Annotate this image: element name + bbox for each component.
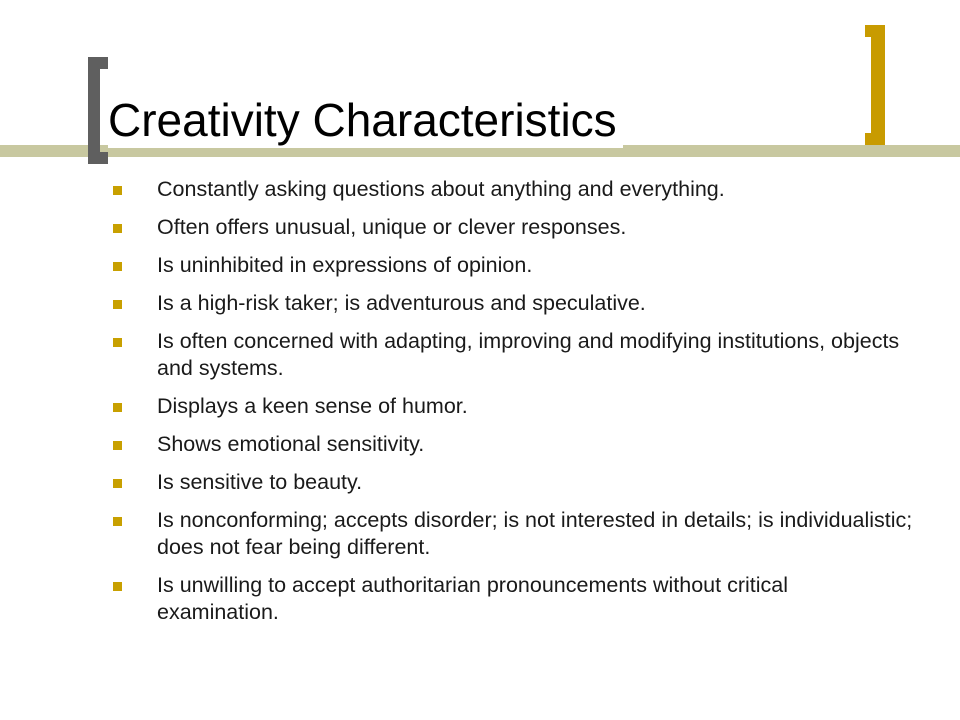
bullet-text: Is unwilling to accept authoritarian pronouncements without critical examination. xyxy=(157,573,788,624)
square-bullet-icon xyxy=(113,403,122,412)
bullet-text: Is often concerned with adapting, improving and modifying institutions, objects and systems. xyxy=(157,329,900,380)
bullet-item xyxy=(113,290,913,317)
square-bullet-icon xyxy=(113,300,122,309)
square-bullet-icon xyxy=(113,262,122,271)
right-bracket-bottom xyxy=(865,133,885,145)
bullet-item xyxy=(113,328,913,382)
slide-title: Creativity Characteristics xyxy=(108,92,623,148)
bullet-item xyxy=(113,469,913,496)
square-bullet-icon xyxy=(113,224,122,233)
square-bullet-icon xyxy=(113,479,122,488)
square-bullet-icon xyxy=(113,338,122,347)
bullet-text: Is uninhibited in expressions of opinion. xyxy=(157,253,533,277)
bullet-text: Is sensitive to beauty. xyxy=(157,470,363,494)
bullet-text: Is nonconforming; accepts disorder; is not interested in details; is individualistic; does not fear being different. xyxy=(157,508,913,559)
square-bullet-icon xyxy=(113,441,122,450)
bullet-item xyxy=(113,393,913,420)
bullet-text: Shows emotional sensitivity. xyxy=(157,432,425,456)
left-bracket-vertical xyxy=(88,57,100,164)
square-bullet-icon xyxy=(113,517,122,526)
bullet-item xyxy=(113,431,913,458)
right-bracket-top xyxy=(865,25,885,37)
bullet-item xyxy=(113,214,913,241)
left-bracket-top xyxy=(88,57,108,69)
bullet-item xyxy=(113,252,913,279)
left-bracket-bottom xyxy=(88,152,108,164)
square-bullet-icon xyxy=(113,186,122,195)
square-bullet-icon xyxy=(113,582,122,591)
bullet-list xyxy=(113,176,913,637)
bullet-text: Often offers unusual, unique or clever responses. xyxy=(157,215,627,239)
right-bracket-vertical xyxy=(871,25,885,145)
bullet-text: Constantly asking questions about anything and everything. xyxy=(157,177,725,201)
bullet-item xyxy=(113,572,913,626)
bullet-text: Is a high-risk taker; is adventurous and speculative. xyxy=(157,291,646,315)
bullet-item xyxy=(113,507,913,561)
bullet-text: Displays a keen sense of humor. xyxy=(157,394,468,418)
bullet-item xyxy=(113,176,913,203)
